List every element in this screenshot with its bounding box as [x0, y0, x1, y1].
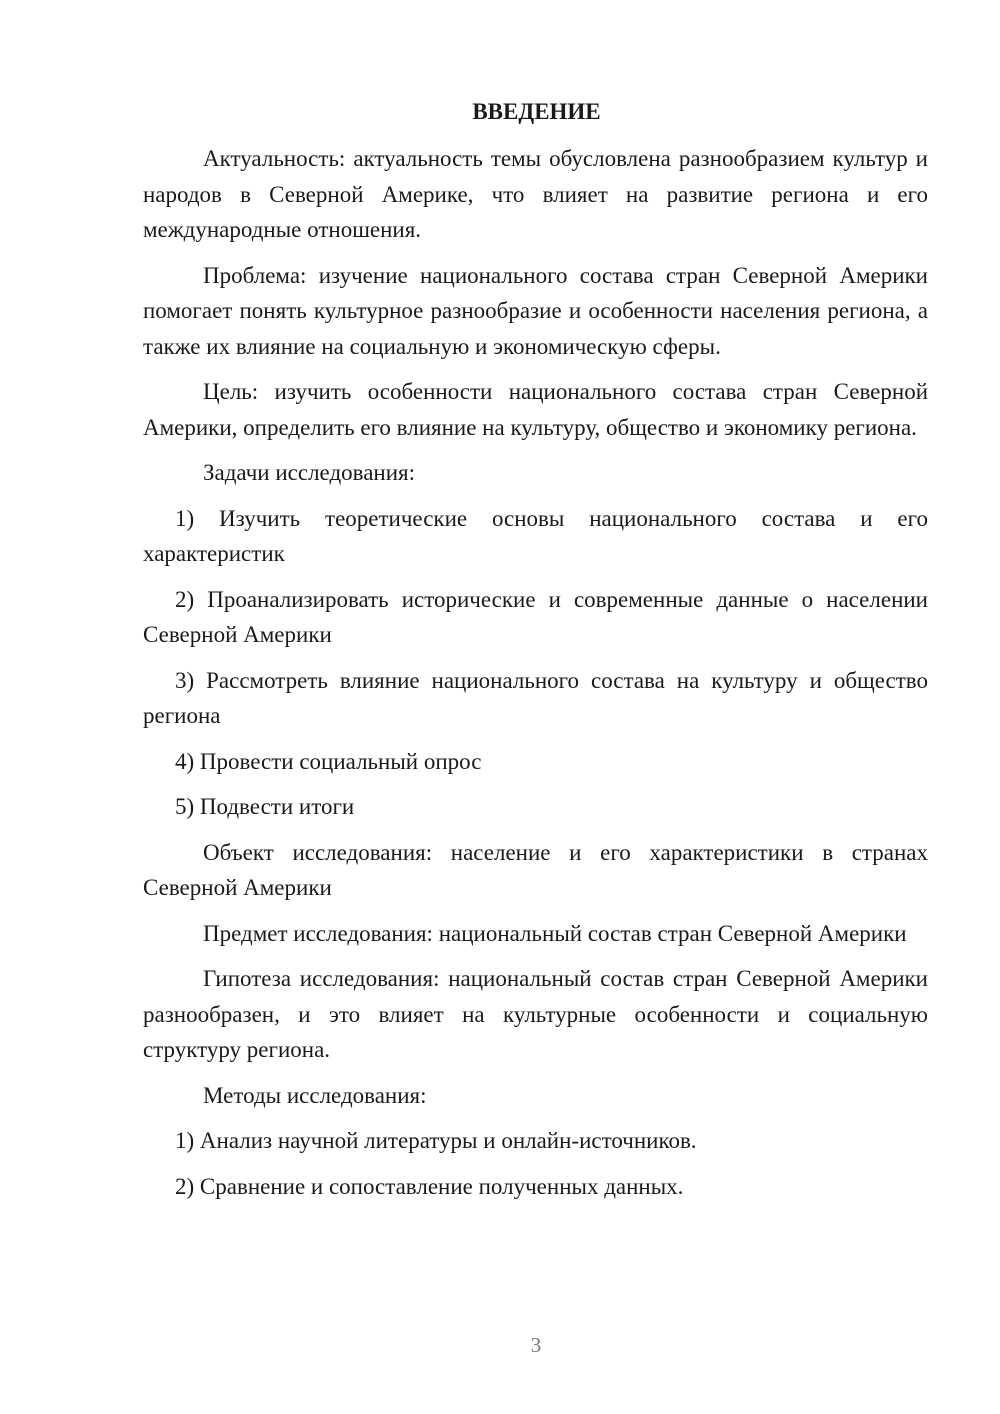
subject-paragraph: Предмет исследования: национальный состав стран Северной Америки	[203, 920, 907, 946]
method-item: 2) Сравнение и сопоставление полученных данных.	[175, 1173, 684, 1199]
section-heading: ВВЕДЕНИЕ	[472, 99, 601, 124]
task-item: 4) Провести социальный опрос	[175, 748, 482, 774]
page-body	[143, 94, 928, 1214]
hypothesis-paragraph: Гипотеза исследования: национальный состав стран Северной Америки разнообразен, и это влияет на культурные особенности и социальную структуру региона.	[143, 966, 928, 1062]
problem-paragraph: Проблема: изучение национального состава стран Северной Америки помогает понять культурное разнообразие и особенности населения региона, а также их влияние на социальную и экономическую сферы.	[143, 262, 928, 359]
page-number: 3	[530, 1333, 542, 1357]
tasks-heading: Задачи исследования:	[203, 460, 416, 485]
method-item: 1) Анализ научной литературы и онлайн-источников.	[175, 1128, 697, 1153]
task-item: 2) Проанализировать исторические и современные данные о населении Северной Америки	[143, 586, 928, 647]
object-paragraph: Объект исследования: население и его характеристики в странах Северной Америки	[143, 839, 928, 900]
methods-heading: Методы исследования:	[203, 1082, 427, 1108]
relevance-paragraph: Актуальность: актуальность темы обусловлена разнообразием культур и народов в Северной Америке, что влияет на развитие региона и его международные отношения.	[143, 146, 928, 242]
task-item: 1) Изучить теоретические основы национального состава и его характеристик	[143, 505, 928, 566]
task-item: 5) Подвести итоги	[175, 794, 355, 819]
task-item: 3) Рассмотреть влияние национального состава на культуру и общество региона	[143, 667, 928, 728]
goal-paragraph: Цель: изучить особенности национального состава стран Северной Америки, определить его влияние на культуру, общество и экономику региона.	[143, 379, 928, 440]
